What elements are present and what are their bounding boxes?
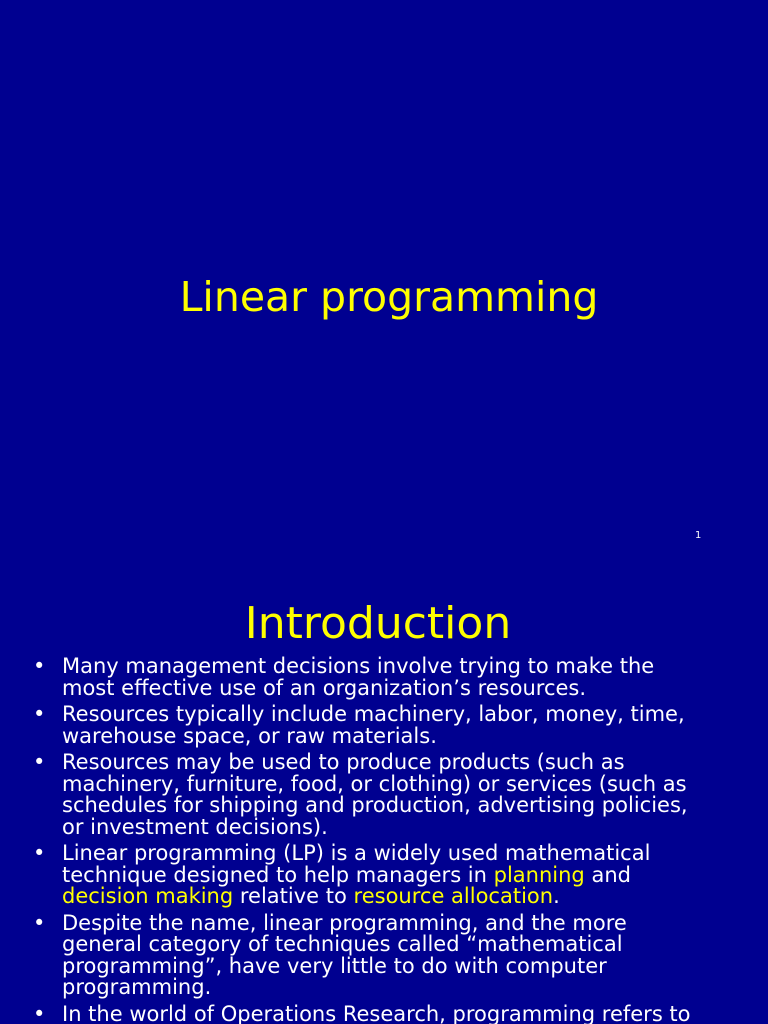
bullet-line: most effective use of an organization’s resources. <box>62 675 587 700</box>
bullet-line: machinery, furniture, food, or clothing) or services (such as <box>62 771 687 796</box>
bullet-item <box>0 752 768 838</box>
bullet-item <box>0 843 768 908</box>
bullet-icon: • <box>33 654 46 678</box>
bullet-item <box>0 1001 768 1024</box>
highlight-planning: planning <box>493 862 585 887</box>
bullet-line: programming”, have very little to do with computer <box>62 953 607 978</box>
bullet-line: Despite the name, linear programming, and the more <box>62 910 627 935</box>
bullet-list <box>0 656 768 1024</box>
introduction-slide <box>0 576 768 1024</box>
bullet-text: technique designed to help managers in <box>62 862 494 887</box>
bullet-line: Many management decisions involve trying to make the <box>62 654 655 678</box>
bullet-text: . <box>553 884 560 908</box>
highlight-decision-making: decision making <box>62 884 234 908</box>
bullet-line: Linear programming (LP) is a widely used mathematical <box>62 841 651 865</box>
bullet-line: schedules for shipping and production, advertising policies, <box>62 793 688 817</box>
bullet-line: Resources may be used to produce products (such as <box>62 750 625 774</box>
slide-title: Introduction <box>244 598 512 649</box>
bullet-line: programming. <box>62 975 212 999</box>
bullet-icon: • <box>33 841 46 865</box>
bullet-icon: • <box>33 750 46 774</box>
bullet-icon: • <box>33 1001 46 1024</box>
bullet-icon: • <box>33 910 46 935</box>
bullet-item <box>0 704 768 747</box>
bullet-text: relative to <box>233 884 354 908</box>
bullet-line: or investment decisions). <box>62 814 328 839</box>
bullet-icon: • <box>33 702 46 726</box>
bullet-line: warehouse space, or raw materials. <box>62 723 437 748</box>
bullet-line <box>62 886 748 908</box>
bullet-item <box>0 910 768 999</box>
bullet-text: and <box>584 862 631 887</box>
bullet-line: Resources typically include machinery, labor, money, time, <box>62 702 685 726</box>
bullet-line: In the world of Operations Research, programming refers to <box>62 1001 691 1024</box>
bullet-line: general category of techniques called “mathematical <box>62 932 623 956</box>
slide-title: Linear programming <box>179 273 599 321</box>
bullet-item <box>0 656 768 699</box>
bullet-line <box>62 862 748 887</box>
highlight-resource-allocation: resource allocation <box>353 884 554 908</box>
page-number: 1 <box>695 530 702 541</box>
